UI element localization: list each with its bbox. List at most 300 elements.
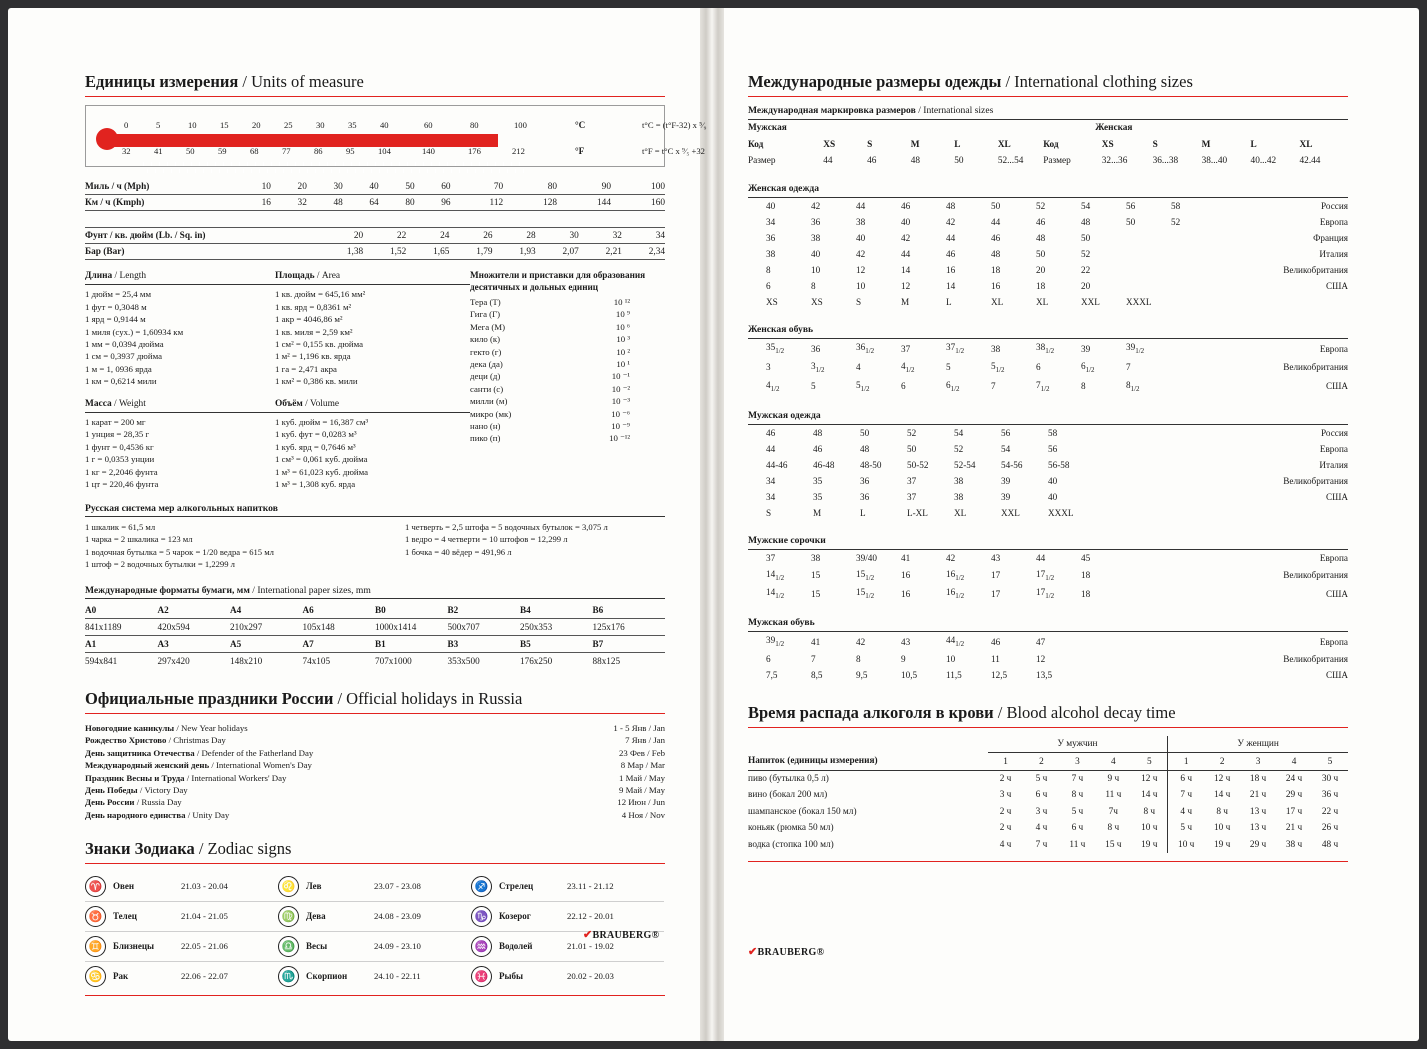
table-row — [748, 198, 1348, 214]
size-cell: XXL — [1001, 507, 1020, 518]
cell: Женская — [1095, 123, 1133, 134]
men-count-header: 4 — [1111, 756, 1116, 767]
men-decay-cell: 6 ч — [1035, 790, 1048, 801]
table-row — [748, 550, 1348, 566]
size-cell: 40 — [1048, 475, 1058, 486]
zodiac-name: Овен — [113, 881, 135, 892]
country-label: Россия — [1320, 427, 1348, 438]
country-label: Европа — [1319, 636, 1348, 647]
size-cell: 36 — [766, 233, 776, 244]
area-item: 1 км² = 0,386 кв. мили — [275, 376, 358, 387]
cell — [748, 425, 766, 441]
women-decay-cell: 19 ч — [1213, 839, 1231, 850]
size-cell: 50-52 — [907, 459, 929, 470]
size-cell: 7 — [1126, 362, 1131, 373]
holiday-name: День защитника Отечества / Defender of the Fatherland Day — [85, 747, 314, 758]
scale-tick — [491, 169, 492, 173]
table-row — [748, 584, 1348, 603]
scale-tick — [487, 162, 488, 166]
zodiac-sign-icon: ♐ — [471, 876, 492, 897]
zodiac-dates: 21.04 - 21.05 — [181, 911, 228, 922]
zodiac-row — [278, 902, 471, 932]
size-cell: $5_{1/2}$ — [856, 379, 870, 393]
scale-tick — [251, 169, 252, 173]
country-label: Европа — [1319, 552, 1348, 563]
zodiac-sign-icon: ♈ — [85, 876, 106, 897]
zodiac-column-2 — [278, 872, 471, 991]
mens-clothing-heading: Мужская одежда — [748, 409, 821, 421]
size-cell: $38_{1/2}$ — [1036, 342, 1055, 355]
size-cell: 38 — [766, 249, 776, 260]
women-decay-cell: 10 ч — [1213, 823, 1231, 834]
size-cell: 40 — [901, 217, 911, 228]
country-label: США — [1325, 491, 1348, 502]
scale-tick — [211, 169, 212, 173]
cell — [1153, 120, 1202, 136]
prefix-row — [470, 383, 630, 395]
holiday-name: Международный женский день / International Women's Day — [85, 760, 312, 771]
cell: A6 — [302, 604, 314, 615]
area-item: 1 см² = 0,155 кв. дюйма — [275, 339, 364, 350]
prefix-name: Мега (М) — [470, 321, 506, 332]
size-cell: 8 — [766, 265, 771, 276]
area-item: 1 акр = 4046,86 м² — [275, 314, 343, 325]
size-cell: 46 — [901, 201, 911, 212]
size-cell: 37 — [766, 552, 776, 563]
scale-tick — [267, 169, 268, 173]
size-cell: 44 — [901, 249, 911, 260]
scale-tick — [379, 169, 380, 173]
women-count-header: 1 — [1168, 753, 1204, 770]
zodiac-row — [471, 962, 664, 991]
intl-sizes-heading: Международная маркировка размеров / International sizes — [748, 105, 994, 116]
size-cell: 43 — [901, 636, 911, 647]
zodiac-name: Стрелец — [499, 881, 534, 892]
men-count-header: 2 — [1039, 756, 1044, 767]
holiday-date: 4 Ноя / Nov — [621, 809, 665, 820]
celsius-tick-label: 60 — [424, 120, 433, 130]
area-item: 1 кв. миля = 2,59 км² — [275, 326, 353, 337]
scale-tick — [227, 169, 228, 173]
celsius-tick-label: 40 — [380, 120, 389, 130]
size-cell: 14 — [901, 265, 911, 276]
table-row — [85, 796, 665, 808]
fahrenheit-formula: t°F = t°C x ⁹⁄₅ +32 — [642, 146, 705, 156]
alcohol-measure-item: 1 штоф = 2 водочных бутылки = 1,2299 л — [85, 559, 235, 570]
scale-tick — [287, 162, 288, 166]
men-decay-cell: 7 ч — [1035, 839, 1048, 850]
country-label: США — [1325, 381, 1348, 392]
length-item: 1 км = 0,6214 мили — [85, 376, 157, 387]
size-cell: 47 — [1036, 636, 1046, 647]
volume-item: 1 см³ = 0,061 куб. дюйма — [275, 454, 368, 465]
cell: B0 — [375, 604, 386, 615]
size-cell: 48 — [946, 201, 956, 212]
prefix-row — [470, 420, 630, 432]
women-decay-cell: 8 ч — [1216, 806, 1228, 817]
prefix-value: 10 ⁻² — [611, 383, 630, 394]
table-row — [85, 652, 665, 669]
cell: 2,34 — [648, 246, 665, 257]
scale-tick — [295, 162, 296, 166]
size-cell: $4_{1/2}$ — [901, 360, 915, 374]
size-cell — [1126, 230, 1171, 246]
holiday-name: День России / Russia Day — [85, 797, 182, 808]
weight-item: 1 карат = 200 мг — [85, 417, 146, 428]
prefix-row — [470, 358, 630, 370]
cell: 1,79 — [476, 246, 493, 257]
brand-check-icon: ✔ — [748, 946, 758, 958]
cell: Мужская — [748, 123, 787, 134]
country-label: Великобритания — [1283, 570, 1348, 581]
length-item: 1 фут = 0,3048 м — [85, 301, 147, 312]
size-cell: 5 — [811, 381, 816, 392]
prefix-name: милли (м) — [470, 396, 508, 407]
cell: 36...38 — [1152, 155, 1179, 166]
size-cell: 6 — [766, 654, 771, 665]
table-row — [85, 195, 665, 211]
mens-shirts-table — [748, 550, 1348, 604]
prefix-value: 10 ⁶ — [615, 321, 630, 332]
volume-list — [275, 416, 470, 490]
scale-tick — [303, 162, 304, 166]
cell: 44 — [823, 155, 833, 166]
prefix-row — [470, 333, 630, 345]
cell: 105x148 — [302, 621, 335, 632]
size-cell: 34 — [766, 217, 776, 228]
cell: 26 — [483, 230, 493, 241]
zodiac-name: Рыбы — [499, 971, 524, 982]
alcohol-decay-rule — [748, 727, 1348, 728]
weight-item: 1 унция = 28,35 г — [85, 429, 150, 440]
alcohol-measure-item: 1 чарка = 2 шкалика = 123 мл — [85, 534, 193, 545]
men-decay-cell: 2 ч — [999, 806, 1012, 817]
celsius-tick-label: 30 — [316, 120, 325, 130]
cell — [748, 358, 766, 377]
scale-tick — [391, 162, 392, 166]
scale-tick — [443, 169, 444, 173]
celsius-tick-label: 0 — [124, 120, 129, 130]
cell: Размер — [1043, 155, 1071, 166]
country-label: Европа — [1319, 443, 1348, 454]
scale-tick — [407, 162, 408, 166]
cell — [748, 489, 766, 505]
size-cell: 37 — [907, 491, 917, 502]
fahrenheit-tick-label: 41 — [154, 146, 163, 156]
scale-tick — [147, 169, 148, 173]
cell: 30 — [569, 230, 579, 241]
fahrenheit-tick-label: 104 — [378, 146, 391, 156]
men-count-header: 5 — [1146, 756, 1152, 767]
womens-shoes-table — [748, 339, 1348, 395]
scale-tick — [271, 162, 272, 166]
cell: 22 — [396, 230, 407, 241]
table-row — [748, 136, 1348, 152]
women-decay-cell: 21 ч — [1249, 790, 1267, 801]
table-row — [85, 602, 665, 619]
cell: 90 — [601, 181, 611, 192]
length-item: 1 ярд = 0,9144 м — [85, 314, 146, 325]
scale-tick — [355, 169, 356, 173]
cell: B5 — [520, 638, 531, 649]
scale-tick — [207, 162, 208, 166]
prefix-value: 10 ⁻³ — [611, 396, 630, 407]
women-decay-cell: 14 ч — [1213, 790, 1231, 801]
alcohol-measures-body — [85, 521, 665, 571]
size-cell: 48 — [813, 427, 823, 438]
weight-list — [85, 416, 275, 490]
zodiac-dates: 24.10 - 22.11 — [374, 971, 421, 982]
zodiac-bottom-rule — [85, 995, 665, 996]
size-cell: 43 — [991, 552, 1001, 563]
size-cell: 44-46 — [766, 459, 788, 470]
size-cell: 56-58 — [1048, 459, 1070, 470]
prefixes-column — [470, 270, 665, 491]
scale-tick — [387, 169, 388, 173]
cell: 210x297 — [230, 621, 263, 632]
zodiac-row — [278, 962, 471, 991]
size-cell: $16_{1/2}$ — [946, 568, 965, 582]
cell: 16 — [261, 197, 271, 208]
men-decay-cell: 15 ч — [1105, 839, 1122, 850]
table-row — [748, 753, 1348, 770]
prefix-name: кило (к) — [470, 334, 501, 345]
size-cell: 16 — [991, 281, 1001, 292]
holiday-name: Праздник Весны и Труда / International Workers' Day — [85, 772, 287, 783]
weight-item: 1 фунт = 0,4536 кг — [85, 441, 154, 452]
cell: 125x176 — [592, 621, 625, 632]
cell: 80 — [405, 197, 415, 208]
scale-tick — [255, 162, 256, 166]
zodiac-dates: 24.08 - 23.09 — [374, 911, 421, 922]
country-label — [1216, 294, 1348, 310]
cell — [748, 651, 766, 667]
size-cell: $44_{1/2}$ — [946, 635, 965, 649]
paper-sizes-table — [85, 602, 665, 669]
length-list — [85, 288, 275, 387]
mens-shoes-table — [748, 632, 1348, 683]
length-item: 1 миля (сух.) = 1,60934 км — [85, 326, 184, 337]
length-item: 1 дюйм = 25,4 мм — [85, 289, 152, 300]
size-cell: 15 — [811, 570, 821, 581]
size-cell: XL — [954, 507, 967, 518]
size-cell: 48-50 — [860, 459, 882, 470]
prefix-value: 10 ⁻¹ — [611, 371, 630, 382]
size-cell: 52 — [1036, 201, 1046, 212]
table-row — [748, 566, 1348, 585]
size-cell: 37 — [901, 343, 911, 354]
scale-tick — [159, 162, 160, 166]
size-cell: 48 — [1081, 217, 1091, 228]
country-label: США — [1325, 281, 1348, 292]
drink-name: водка (стопка 100 мл) — [748, 839, 834, 850]
cell — [748, 294, 766, 310]
men-count-header: 1 — [1003, 756, 1008, 767]
prefix-value: 10 ¹ — [616, 359, 630, 370]
cell: 60 — [441, 181, 451, 192]
cell: S — [1152, 139, 1158, 150]
size-cell: 44 — [946, 233, 956, 244]
cell: B7 — [592, 638, 604, 649]
cell: 353x500 — [447, 655, 480, 666]
size-cell: 34 — [766, 475, 776, 486]
women-decay-cell: 5 ч — [1168, 820, 1204, 836]
prefix-row — [470, 296, 630, 308]
cell: 707x1000 — [375, 655, 412, 666]
mens-clothing-table — [748, 425, 1348, 521]
cell — [954, 120, 998, 136]
fahrenheit-tick-label: 59 — [218, 146, 227, 156]
scale-tick — [163, 169, 164, 173]
women-decay-cell: 13 ч — [1249, 806, 1267, 817]
size-cell: 10,5 — [901, 670, 918, 681]
scale-tick — [479, 162, 480, 166]
cell: 2,07 — [562, 246, 579, 257]
size-cell: XXL — [1081, 297, 1100, 308]
cell: 46 — [867, 155, 877, 166]
cell: 50 — [405, 181, 415, 192]
size-cell: 22 — [1081, 265, 1091, 276]
volume-item: 1 м³ = 1,308 куб. ярда — [275, 479, 356, 490]
men-count-header: 3 — [1075, 756, 1080, 767]
cell: 250x353 — [520, 621, 553, 632]
size-cell: 54 — [1081, 201, 1091, 212]
size-cell: $6_{1/2}$ — [1081, 360, 1095, 374]
scale-tick — [463, 162, 464, 166]
cell: B4 — [520, 604, 531, 615]
size-cell: XL — [1036, 297, 1049, 308]
size-cell — [1171, 246, 1216, 262]
country-label: Великобритания — [1283, 265, 1348, 276]
zodiac-row — [85, 872, 278, 902]
women-count-header: 2 — [1219, 756, 1225, 767]
length-item: 1 см = 0,3937 дюйма — [85, 351, 162, 362]
size-cell: 44 — [766, 443, 776, 454]
country-label: Франция — [1313, 233, 1348, 244]
zodiac-sign-icon: ♋ — [85, 966, 106, 987]
size-cell: 4 — [856, 362, 861, 373]
women-decay-cell: 29 ч — [1249, 839, 1267, 850]
cell: 74x105 — [302, 655, 331, 666]
table-row — [748, 473, 1348, 489]
pressure-psi-label: Фунт / кв. дюйм (Lb. / Sq. in) — [85, 230, 206, 241]
weight-item: 1 цт = 220,46 фунта — [85, 479, 159, 490]
women-decay-cell: 21 ч — [1285, 823, 1303, 834]
scale-tick — [259, 169, 260, 173]
size-cell: 12,5 — [991, 670, 1008, 681]
size-cell: 14 — [946, 281, 956, 292]
cell: 32 — [297, 197, 307, 208]
weight-heading: Масса / Weight — [85, 398, 275, 413]
cell: 40 — [369, 181, 379, 192]
cell: 52...54 — [997, 155, 1024, 166]
scale-tick — [327, 162, 328, 166]
table-row — [748, 120, 1348, 136]
length-item: 1 мм = 0,0394 дюйма — [85, 339, 164, 350]
table-row — [748, 246, 1348, 262]
zodiac-row — [85, 902, 278, 932]
size-cell: $36_{1/2}$ — [856, 342, 875, 355]
conversion-columns — [85, 270, 665, 491]
prefix-name: санти (с) — [470, 383, 504, 394]
cell — [748, 550, 766, 566]
cell: A4 — [230, 604, 242, 615]
cell: B1 — [375, 638, 386, 649]
scale-tick — [515, 169, 516, 173]
zodiac-sign-icon: ♊ — [85, 936, 106, 957]
size-cell: 50 — [907, 443, 917, 454]
scale-tick — [495, 162, 496, 166]
cell: 80 — [547, 181, 558, 192]
size-cell: S — [766, 507, 772, 518]
table-row — [748, 425, 1348, 441]
size-cell: 16 — [946, 265, 956, 276]
celsius-tick-label: 20 — [252, 120, 261, 130]
size-cell: 40 — [811, 249, 821, 260]
speed-kmph-label: Км / ч (Kmph) — [85, 197, 145, 208]
cell — [748, 230, 766, 246]
drink-name: шампанское (бокал 150 мл) — [748, 806, 857, 817]
prefix-row — [470, 346, 630, 358]
zodiac-dates: 22.12 - 20.01 — [567, 911, 614, 922]
cell — [911, 120, 955, 136]
size-cell: 13,5 — [1036, 670, 1053, 681]
women-decay-cell: 36 ч — [1321, 790, 1339, 801]
size-cell: 10 — [811, 265, 821, 276]
fahrenheit-unit: °F — [575, 146, 585, 156]
size-cell: 34 — [766, 491, 776, 502]
table-row — [748, 457, 1348, 473]
prefix-value: 10 ² — [616, 346, 630, 357]
thermometer-tube — [114, 134, 498, 147]
cell: L — [1250, 139, 1257, 150]
speed-conversion-table — [85, 179, 665, 211]
weight-item: 1 кг = 2,2046 фунта — [85, 466, 158, 477]
table-row — [748, 262, 1348, 278]
size-cell: 46 — [766, 427, 776, 438]
men-decay-cell: 12 ч — [1141, 774, 1158, 785]
scale-tick — [279, 162, 280, 166]
size-cell: 16 — [901, 570, 911, 581]
women-decay-cell: 22 ч — [1321, 806, 1339, 817]
scale-tick — [399, 162, 400, 166]
scale-tick — [427, 169, 428, 173]
cell — [1251, 120, 1300, 136]
zodiac-dates: 23.11 - 21.12 — [567, 881, 614, 892]
fahrenheit-tick-label: 32 — [122, 146, 131, 156]
scale-tick — [367, 162, 368, 166]
size-cell: XXXL — [1048, 507, 1074, 518]
prefix-value: 10 ⁻⁹ — [611, 421, 630, 432]
cell: 24 — [440, 230, 450, 241]
men-decay-cell: 6 ч — [1071, 823, 1084, 834]
scale-tick — [439, 162, 440, 166]
prefix-value: 10 ⁻¹² — [609, 433, 630, 444]
zodiac-dates: 22.05 - 21.06 — [181, 941, 228, 952]
zodiac-name: Телец — [113, 911, 137, 922]
size-cell: $17_{1/2}$ — [1036, 587, 1055, 601]
cell — [748, 246, 766, 262]
size-cell: 6 — [1036, 362, 1041, 373]
holiday-date: 8 Мар / Mar — [620, 760, 665, 771]
zodiac-dates: 21.03 - 20.04 — [181, 881, 228, 892]
country-label — [1095, 505, 1348, 521]
holiday-date: 1 Май / May — [619, 772, 665, 783]
zodiac-name: Водолей — [499, 941, 533, 952]
cell: 30 — [333, 181, 343, 192]
zodiac-row — [278, 932, 471, 962]
scale-tick — [191, 162, 192, 166]
